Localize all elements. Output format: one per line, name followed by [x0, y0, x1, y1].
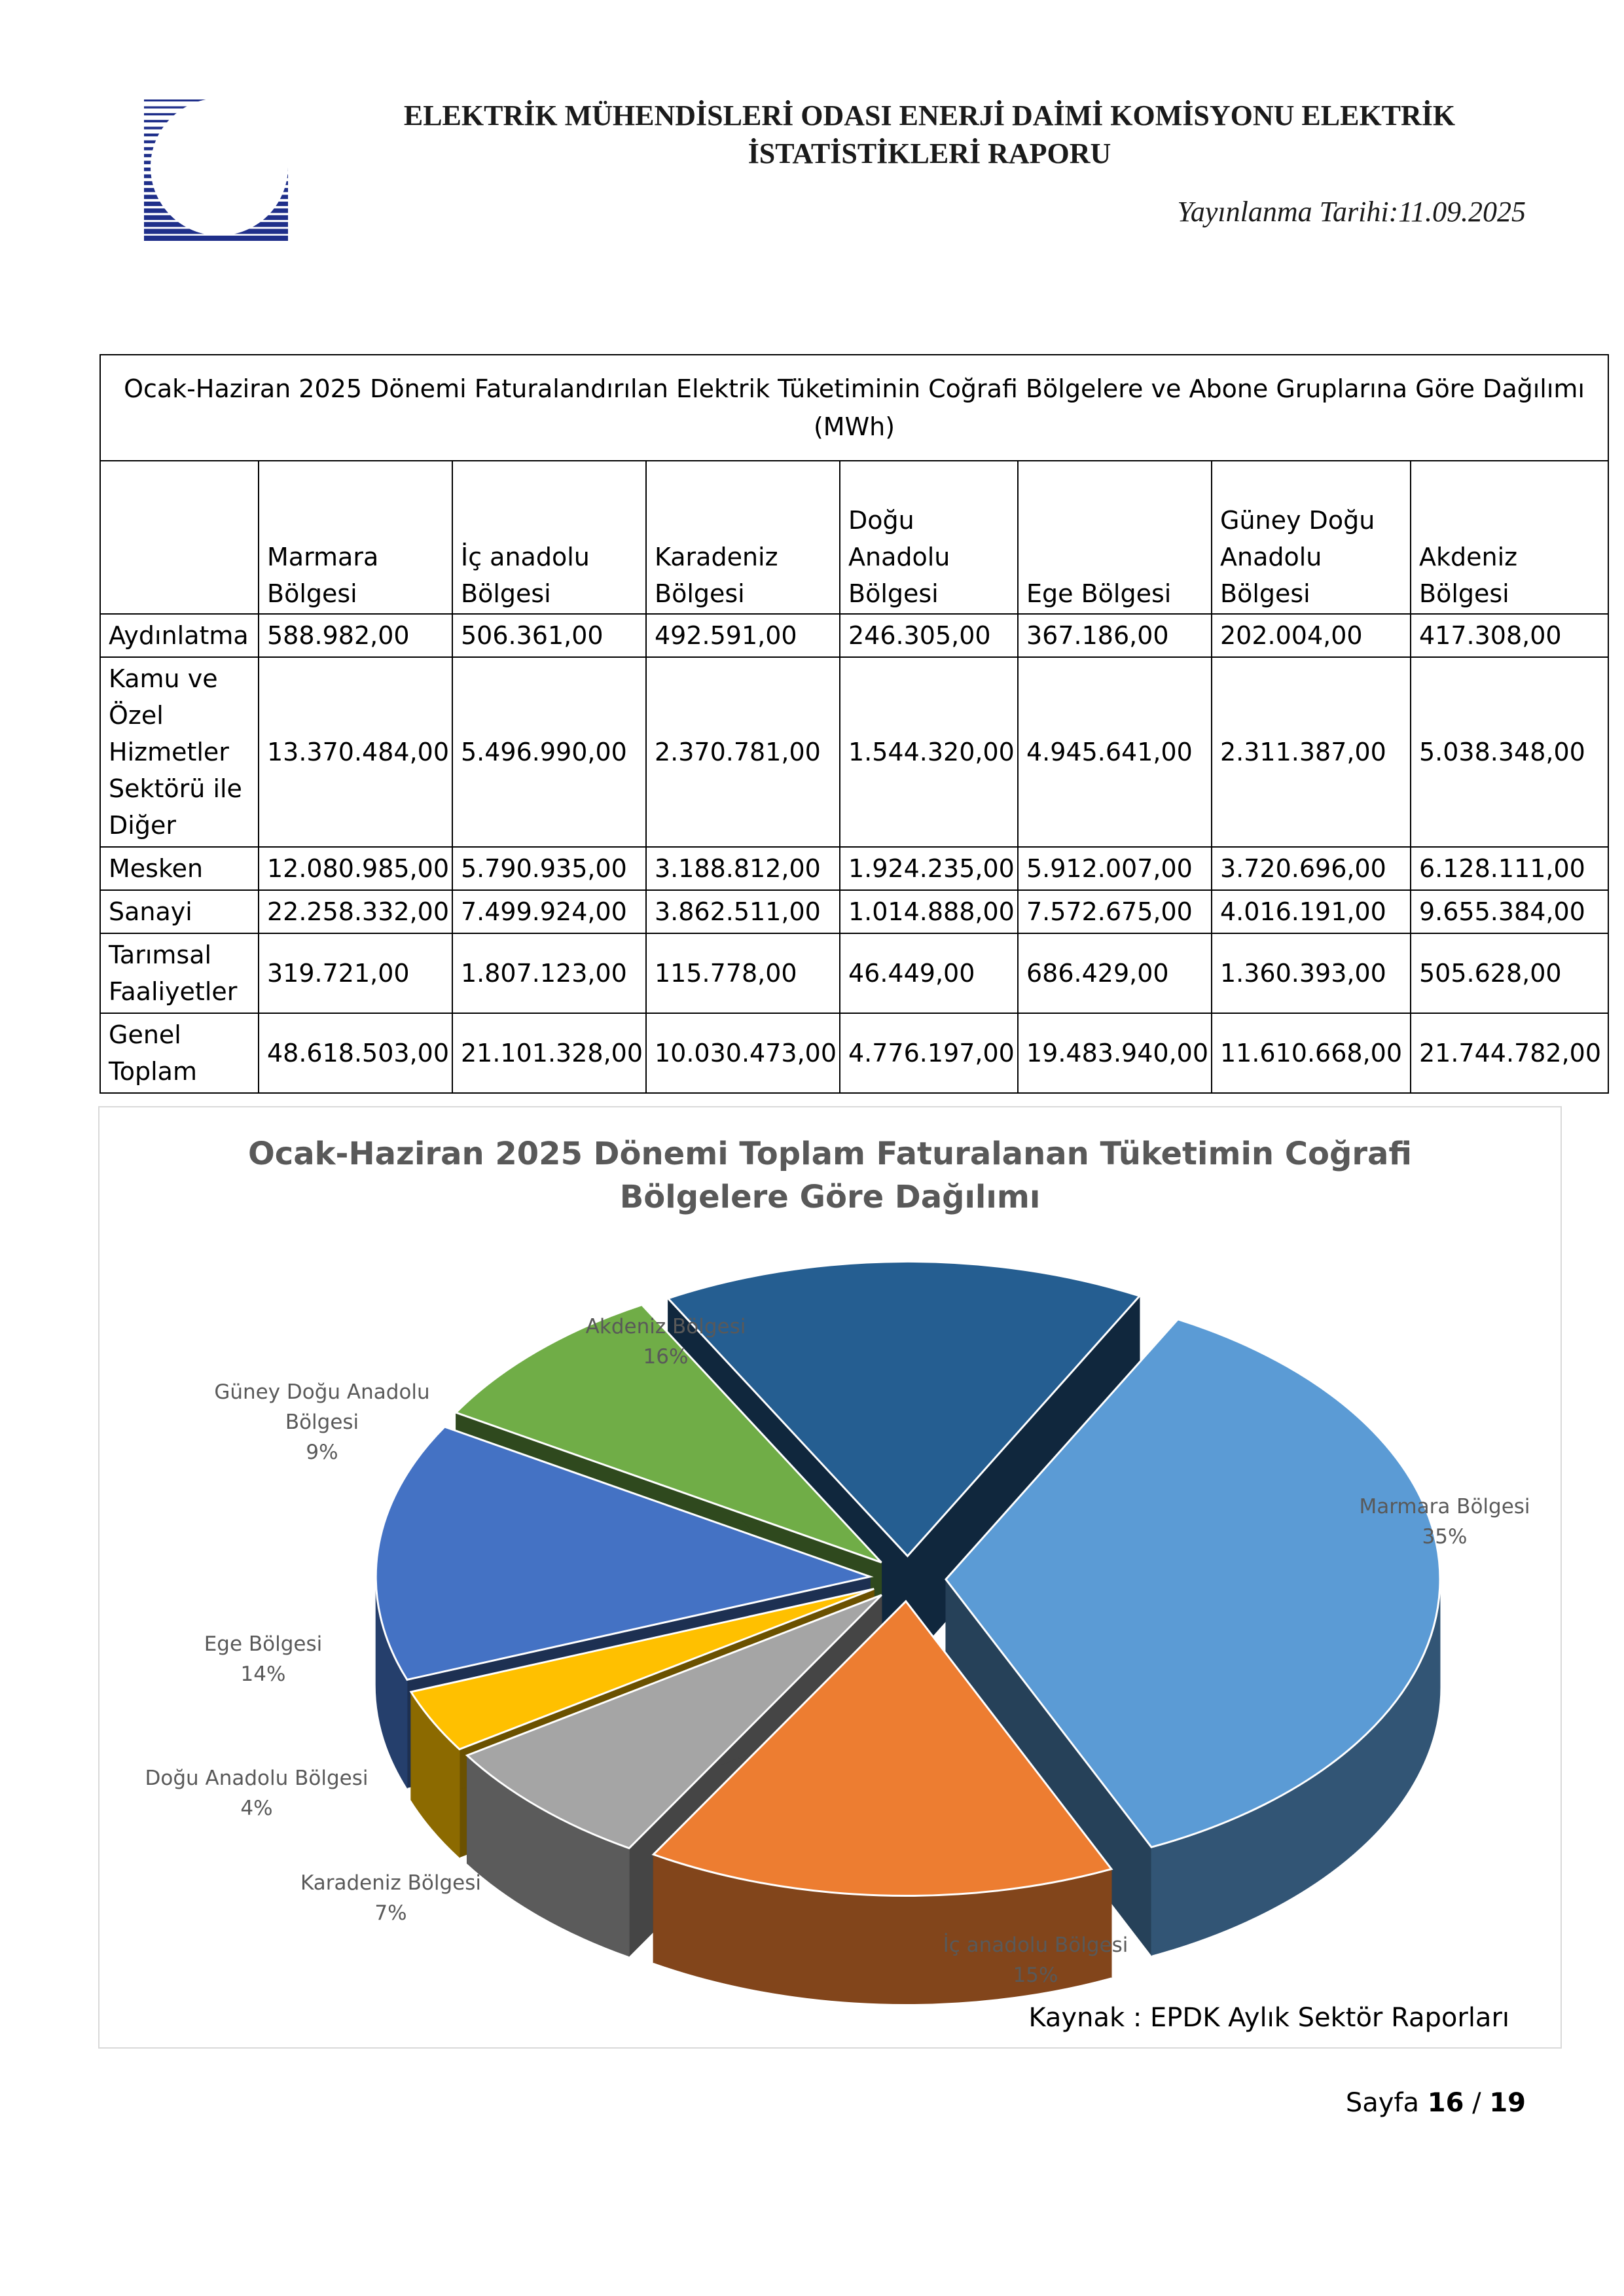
table-cell: 2.370.781,00 [646, 657, 840, 847]
table-cell: 5.038.348,00 [1411, 657, 1608, 847]
table-row [100, 614, 1608, 657]
column-header-line [1419, 502, 1600, 539]
table-cell: 1.360.393,00 [1212, 933, 1411, 1013]
column-header-line: Bölgesi [461, 579, 551, 608]
column-header-line [461, 465, 638, 502]
column-header-line [1026, 465, 1203, 502]
table-cell: 6.128.111,00 [1411, 847, 1608, 890]
pie-slice-label-line: Doğu Anadolu Bölgesi [145, 1767, 369, 1790]
report-title-line-2: İSTATİSTİKLERİ RAPORU [748, 137, 1111, 170]
row-label-line: Özel [109, 701, 164, 730]
column-header-line: Güney Doğu [1220, 506, 1375, 535]
table-cell: 3.188.812,00 [646, 847, 840, 890]
table-cell: 1.014.888,00 [840, 890, 1018, 933]
pie-slice-percent: 14% [240, 1662, 286, 1686]
publication-date: Yayınlanma Tarihi:11.09.2025 [1177, 196, 1526, 228]
column-header-line [848, 465, 1009, 502]
chart-title-line-2: Bölgelere Göre Dağılımı [619, 1179, 1041, 1215]
report-title [367, 97, 1492, 173]
table-caption-line-2: (MWh) [813, 412, 895, 441]
row-label-line: Sanayi [109, 897, 192, 926]
pie-slice-label-line: Güney Doğu Anadolu [214, 1380, 430, 1404]
page-prefix: Sayfa [1345, 2088, 1420, 2118]
table-corner-cell [100, 461, 259, 614]
table-cell: 5.496.990,00 [452, 657, 646, 847]
pie-slice-label [145, 1767, 369, 1820]
page-separator: / [1472, 2088, 1481, 2118]
table-row [100, 657, 1608, 847]
column-header [452, 461, 646, 614]
table-cell: 5.912.007,00 [1018, 847, 1212, 890]
pie-slice-label-line: İç anadolu Bölgesi [943, 1933, 1128, 1957]
table-cell: 4.945.641,00 [1018, 657, 1212, 847]
row-label-line: Faaliyetler [109, 977, 238, 1006]
row-label-line: Sektörü ile [109, 774, 242, 803]
table-cell: 506.361,00 [452, 614, 646, 657]
pie-slice-label-line: Karadeniz Bölgesi [300, 1871, 482, 1895]
pie-slice-percent: 15% [1013, 1964, 1058, 1987]
pie-chart [99, 1107, 1563, 2050]
chart-title-line-1: Ocak-Haziran 2025 Dönemi Toplam Faturalanan Tüketimin Coğrafi [247, 1136, 1412, 1172]
column-header-line: Doğu [848, 506, 914, 535]
pie-slice-label-line: Bölgesi [285, 1410, 359, 1434]
column-header-line: Bölgesi [267, 579, 357, 608]
column-header-line: Karadeniz [655, 543, 778, 571]
column-header-line [1026, 539, 1203, 575]
table-cell: 588.982,00 [259, 614, 452, 657]
table-cell: 492.591,00 [646, 614, 840, 657]
column-header-line: Bölgesi [848, 579, 939, 608]
table-cell: 4.776.197,00 [840, 1013, 1018, 1093]
table-cell: 505.628,00 [1411, 933, 1608, 1013]
table-cell: 3.720.696,00 [1212, 847, 1411, 890]
table-cell: 46.449,00 [840, 933, 1018, 1013]
table-cell: 1.807.123,00 [452, 933, 646, 1013]
pie-chart-panel [98, 1106, 1562, 2049]
column-header-line [655, 502, 831, 539]
row-label-line: Diğer [109, 811, 176, 840]
table-cell: 246.305,00 [840, 614, 1018, 657]
row-label-line: Tarımsal [109, 941, 212, 969]
pie-slice-label-line: Ege Bölgesi [204, 1632, 323, 1656]
table-row [100, 1013, 1608, 1093]
table-cell: 21.101.328,00 [452, 1013, 646, 1093]
source-note: Kaynak : EPDK Aylık Sektör Raporları [1028, 2003, 1509, 2033]
report-title-line-1: ELEKTRİK MÜHENDİSLERİ ODASI ENERJİ DAİMİ KOMİSYONU ELEKTRİK [403, 99, 1456, 132]
page-current: 16 [1427, 2088, 1464, 2118]
table-cell: 7.572.675,00 [1018, 890, 1212, 933]
pie-slice-percent: 35% [1422, 1525, 1468, 1549]
table-cell: 417.308,00 [1411, 614, 1608, 657]
column-header-line [267, 465, 444, 502]
emo-logo-icon [144, 92, 295, 242]
row-label-line: Genel [109, 1020, 181, 1049]
table-cell: 9.655.384,00 [1411, 890, 1608, 933]
row-label [100, 933, 259, 1013]
table-row [100, 890, 1608, 933]
row-label [100, 847, 259, 890]
table-cell: 367.186,00 [1018, 614, 1212, 657]
table-cell: 5.790.935,00 [452, 847, 646, 890]
pie-slice-label [300, 1871, 481, 1925]
column-header-line: Anadolu [848, 543, 950, 571]
table-cell: 686.429,00 [1018, 933, 1212, 1013]
table-cell: 21.744.782,00 [1411, 1013, 1608, 1093]
column-header [1212, 461, 1411, 614]
table-cell: 3.862.511,00 [646, 890, 840, 933]
row-label-line: Aydınlatma [109, 621, 249, 650]
column-header [646, 461, 840, 614]
table-cell: 19.483.940,00 [1018, 1013, 1212, 1093]
pie-slice-percent: 4% [240, 1797, 273, 1820]
table-row [100, 933, 1608, 1013]
table-cell: 48.618.503,00 [259, 1013, 452, 1093]
column-header-line [1419, 465, 1600, 502]
column-header-line: Anadolu [1220, 543, 1322, 571]
table-cell: 1.924.235,00 [840, 847, 1018, 890]
table-cell: 4.016.191,00 [1212, 890, 1411, 933]
page-number [1346, 2088, 1526, 2118]
table-cell: 2.311.387,00 [1212, 657, 1411, 847]
table-cell: 10.030.473,00 [646, 1013, 840, 1093]
table-cell: 115.778,00 [646, 933, 840, 1013]
pie-slice-label [204, 1632, 323, 1686]
pie-slice-label [214, 1380, 429, 1464]
row-label [100, 614, 259, 657]
pie-slice-percent: 7% [374, 1901, 407, 1925]
table-caption-row [100, 355, 1608, 461]
table-cell: 11.610.668,00 [1212, 1013, 1411, 1093]
column-header [259, 461, 452, 614]
column-header-line: Marmara [267, 543, 379, 571]
row-label-line: Toplam [109, 1057, 197, 1086]
consumption-table [99, 354, 1609, 1094]
column-header-line [1220, 465, 1402, 502]
page-total: 19 [1489, 2088, 1526, 2118]
pie-slice-percent: 16% [643, 1345, 689, 1369]
column-header-line: Bölgesi [655, 579, 745, 608]
column-header-line [267, 502, 444, 539]
pie-slice-percent: 9% [306, 1441, 338, 1464]
column-header-line [655, 465, 831, 502]
column-header [840, 461, 1018, 614]
table-cell: 7.499.924,00 [452, 890, 646, 933]
column-header-line: İç anadolu [461, 543, 590, 571]
table-cell: 12.080.985,00 [259, 847, 452, 890]
table-cell: 202.004,00 [1212, 614, 1411, 657]
column-header [1411, 461, 1608, 614]
column-header-line: Ege Bölgesi [1026, 579, 1172, 608]
column-header-line [1026, 502, 1203, 539]
column-header-line: Bölgesi [1419, 579, 1509, 608]
row-label-line: Kamu ve [109, 664, 218, 693]
table-cell: 22.258.332,00 [259, 890, 452, 933]
column-header [1018, 461, 1212, 614]
table-cell: 319.721,00 [259, 933, 452, 1013]
pie-slice-label-line: Akdeniz Bölgesi [585, 1315, 746, 1338]
row-label-line: Hizmetler [109, 738, 229, 766]
column-header-line: Bölgesi [1220, 579, 1310, 608]
row-label [100, 657, 259, 847]
row-label [100, 890, 259, 933]
table-cell: 1.544.320,00 [840, 657, 1018, 847]
table-caption [100, 355, 1608, 461]
row-label [100, 1013, 259, 1093]
column-header-line [461, 502, 638, 539]
table-cell: 13.370.484,00 [259, 657, 452, 847]
column-header-line: Akdeniz [1419, 543, 1518, 571]
table-caption-line-1: Ocak-Haziran 2025 Dönemi Faturalandırılan Elektrik Tüketiminin Coğrafi Bölgelere ve Abone Gruplarına Göre Dağılımı [124, 374, 1585, 403]
table-row [100, 847, 1608, 890]
row-label-line: Mesken [109, 854, 204, 883]
pie-slice-label-line: Marmara Bölgesi [1359, 1495, 1530, 1518]
table-header-row [100, 461, 1608, 614]
